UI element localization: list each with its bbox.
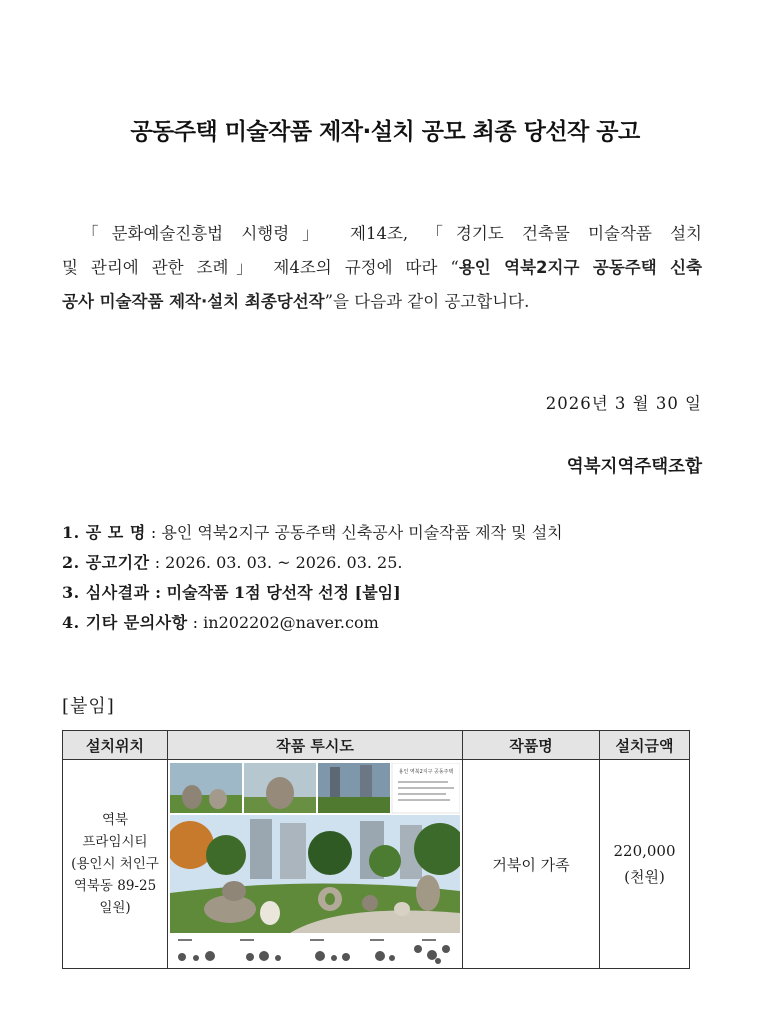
detail-item-contest-name: 1. 공 모 명 : 용인 역북2지구 공동주택 신축공사 미술작품 제작 및 설치 (62, 523, 563, 542)
cell-rendering (168, 760, 463, 969)
intro-bold-winner: 공사 미술작품 제작·설치 최종당선작 (62, 292, 325, 311)
amount-unit: (천원) (624, 868, 665, 886)
detail-item-result: 3. 심사결과 : 미술작품 1점 당선작 선정 [붙임] (62, 583, 401, 602)
thumbnail-strip (170, 763, 460, 813)
table-row (63, 760, 690, 969)
page-title: 공동주택 미술작품 제작·설치 공모 최종 당선작 공고 (130, 119, 640, 145)
detail-list (62, 518, 712, 638)
artwork-rendering-image (170, 763, 460, 966)
amount-value: 220,000 (613, 842, 676, 860)
attachment-label: [붙임] (62, 696, 115, 717)
table-header-row (63, 731, 690, 760)
intro-paragraph (62, 217, 702, 319)
organization-name: 역북지역주택조합 (566, 457, 702, 477)
cell-location: 역북 프라임시티 (용인시 처인구 역북동 89-25 일원) (63, 760, 168, 969)
elevation-strip (170, 935, 460, 966)
intro-line-2: 및 관리에 관한 조례」 제4조의 규정에 따라 “용인 역북2지구 공동주택 신축 (62, 258, 703, 277)
intro-line-3: 공사 미술작품 제작·설치 최종당선작”을 다음과 같이 공고합니다. (62, 292, 530, 311)
contact-email: : in202202@naver.com (187, 613, 379, 632)
cell-work-name: 거북이 가족 (463, 760, 600, 969)
detail-item-contact: 4. 기타 문의사항 : in202202@naver.com (62, 613, 379, 632)
main-rendering (170, 815, 460, 933)
announcement-date: 2026년 3 월 30 일 (545, 394, 702, 413)
cell-amount (600, 760, 690, 969)
intro-line-1: 「문화예술진흥법 시행령」 제14조, 「경기도 건축물 미술작품 설치 (82, 224, 702, 243)
header-work-name: 작품명 (463, 731, 600, 760)
winner-table (62, 730, 690, 969)
render-caption: 용인 역북2지구 공동주택 (398, 768, 454, 775)
header-amount: 설치금액 (600, 731, 690, 760)
header-location: 설치위치 (63, 731, 168, 760)
intro-bold-project: 용인 역북2지구 공동주택 신축 (458, 258, 703, 277)
header-rendering: 작품 투시도 (168, 731, 463, 760)
detail-item-period: 2. 공고기간 : 2026. 03. 03. ~ 2026. 03. 25. (62, 553, 403, 572)
